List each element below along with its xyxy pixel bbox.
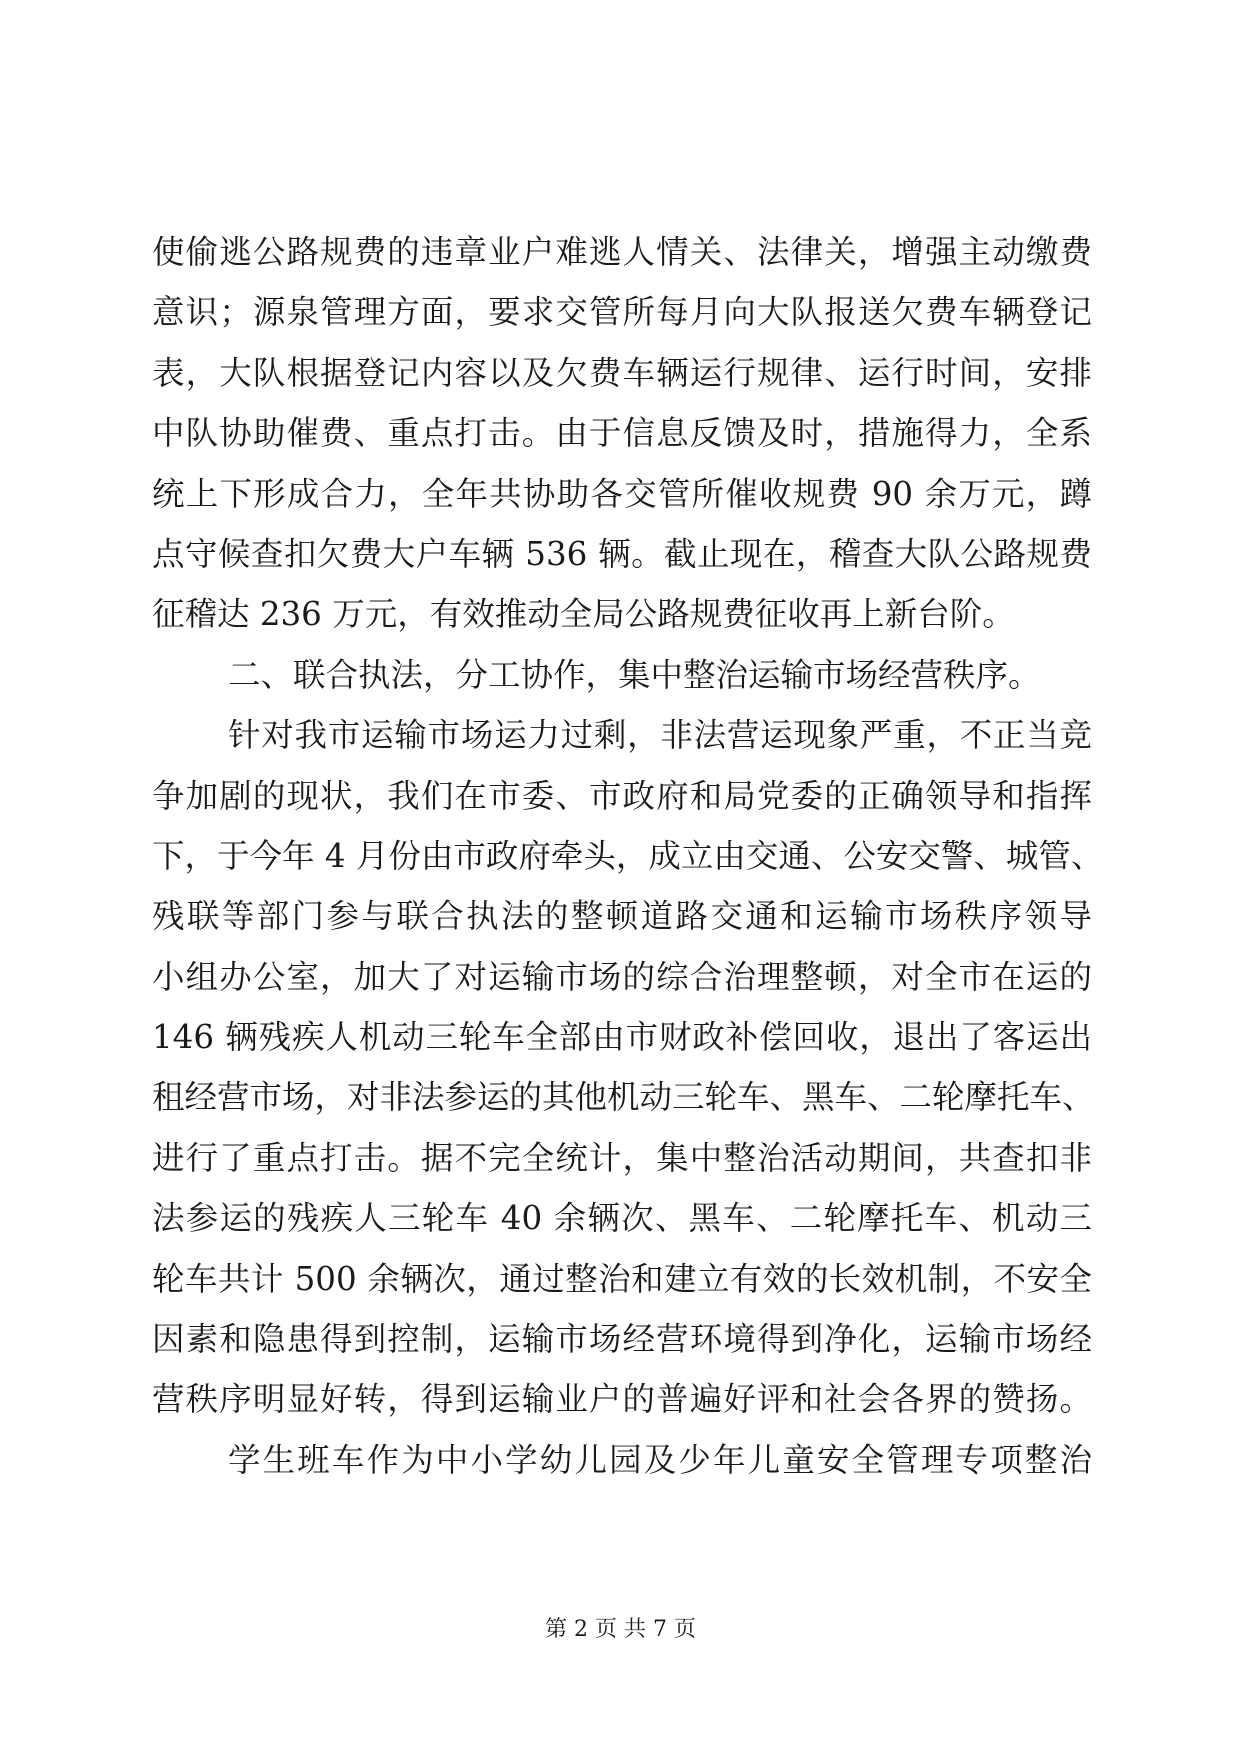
text-line: 征稽达 236 万元，有效推动全局公路规费征收再上新台阶。: [152, 595, 1015, 634]
text-line: 学生班车作为中小学幼儿园及少年儿童安全管理专项整治: [228, 1440, 1092, 1479]
text-line: 中队协助催费、重点打击。由于信息反馈及时，措施得力，全系: [152, 414, 1092, 453]
text-line: 轮车共计 500 余辆次，通过整治和建立有效的长效机制，不安全: [152, 1259, 1092, 1298]
text-line: 残联等部门参与联合执法的整顿道路交通和运输市场秩序领导: [152, 897, 1092, 936]
text-line: 争加剧的现状，我们在市委、市政府和局党委的正确领导和指挥: [152, 776, 1092, 815]
text-line: 统上下形成合力，全年共协助各交管所催收规费 90 余万元，蹲: [152, 474, 1092, 513]
text-line: 法参运的残疾人三轮车 40 余辆次、黑车、二轮摩托车、机动三: [152, 1199, 1092, 1238]
text-line: 点守候查扣欠费大户车辆 536 辆。截止现在，稽查大队公路规费: [152, 534, 1092, 573]
text-line: 意识；源泉管理方面，要求交管所每月向大队报送欠费车辆登记: [152, 293, 1092, 332]
text-line: 进行了重点打击。据不完全统计，集中整治活动期间，共查扣非: [152, 1138, 1092, 1177]
text-line: 营秩序明显好转，得到运输业户的普遍好评和社会各界的赞扬。: [152, 1380, 1092, 1419]
section-heading: 二、联合执法，分工协作，集中整治运输市场经营秩序。: [228, 655, 1041, 694]
text-line: 因素和隐患得到控制，运输市场经营环境得到净化，运输市场经: [152, 1320, 1092, 1359]
text-line: 租经营市场，对非法参运的其他机动三轮车、黑车、二轮摩托车、: [152, 1078, 1095, 1117]
text-line: 针对我市运输市场运力过剩，非法营运现象严重，不正当竞: [228, 716, 1092, 755]
page-number-footer: 第 2 页 共 7 页: [545, 1617, 696, 1642]
text-line: 使偷逃公路规费的违章业户难逃人情关、法律关，增强主动缴费: [152, 233, 1092, 271]
text-line: 下，于今年 4 月份由市政府牵头，成立由交通、公安交警、城管、: [152, 836, 1104, 875]
text-line: 表，大队根据登记内容以及欠费车辆运行规律、运行时间，安排: [152, 353, 1092, 392]
text-line: 小组办公室，加大了对运输市场的综合治理整顿，对全市在运的: [152, 957, 1092, 996]
text-line: 146 辆残疾人机动三轮车全部由市财政补偿回收，退出了客运出: [152, 1018, 1092, 1057]
document-body: [152, 222, 1104, 1490]
